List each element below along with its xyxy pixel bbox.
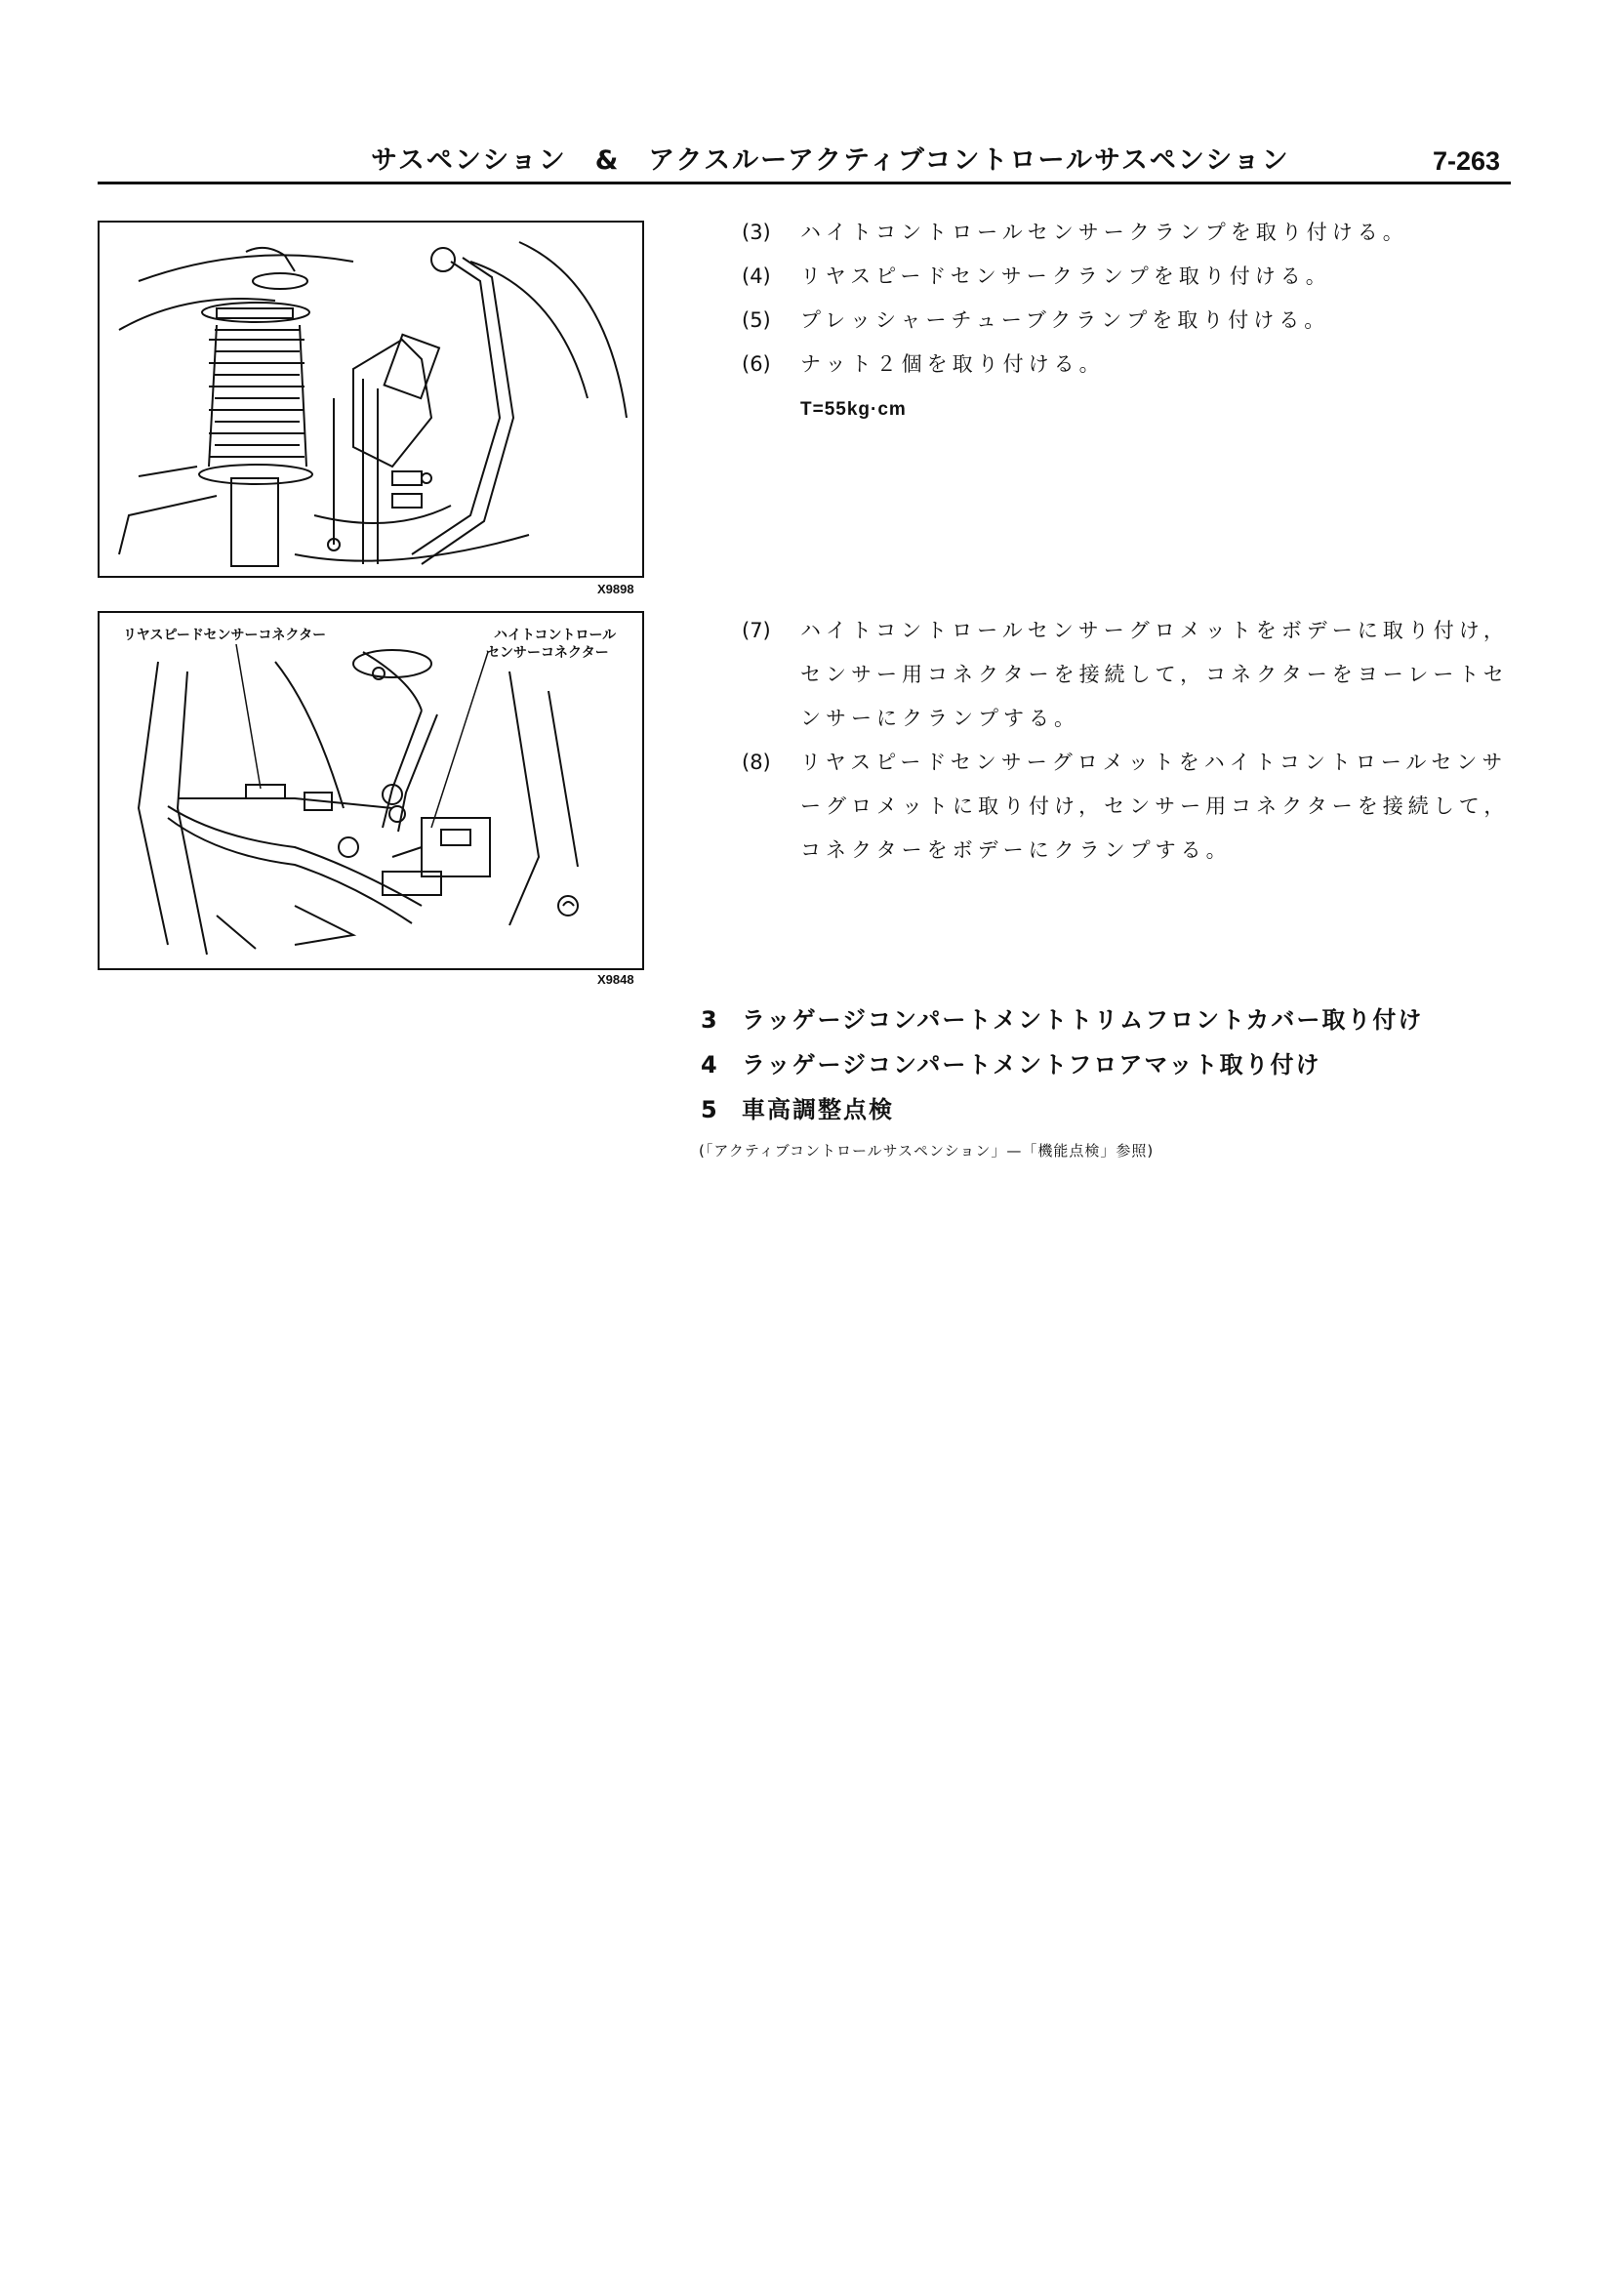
- figure-strut-illustration: [98, 221, 644, 578]
- step-item: [742, 255, 1513, 299]
- step-text: ハイトコントロールセンサーグロメットをボデーに取り付け，センサー用コネクターを接続して，コネクターをヨーレートセンサーにクランプする。: [800, 619, 1509, 730]
- step-number: (4): [742, 265, 771, 288]
- section-number: 3: [701, 1006, 717, 1034]
- step-number: (3): [742, 221, 771, 244]
- step-text: ハイトコントロールセンサークランプを取り付ける。: [800, 221, 1408, 244]
- page-number: 7-263: [1433, 146, 1501, 176]
- section-item: [701, 1042, 1560, 1087]
- section-item: [701, 998, 1560, 1042]
- step-item: [742, 741, 1513, 873]
- steps-lower: [742, 609, 1513, 873]
- section-item: [701, 1087, 1560, 1132]
- page-header-title: サスペンション & アクスルーアクティブコントロールサスペンション: [371, 145, 1290, 176]
- connector-line-drawing: [100, 613, 642, 968]
- step-text: プレッシャーチューブクランプを取り付ける。: [800, 308, 1330, 332]
- callout-rear-speed-sensor-connector: リヤスピードセンサーコネクター: [123, 628, 327, 643]
- step-text: リヤスピードセンサークランプを取り付ける。: [800, 265, 1331, 288]
- step-item: [742, 343, 1513, 387]
- strut-line-drawing: [100, 223, 642, 576]
- step-number: (8): [742, 751, 771, 774]
- section-title: 車高調整点検: [742, 1096, 894, 1123]
- steps-upper: [742, 211, 1513, 431]
- section-title: ラッゲージコンパートメントフロアマット取り付け: [742, 1051, 1321, 1079]
- step-text: ナット２個を取り付ける。: [800, 352, 1105, 376]
- step-item: [742, 299, 1513, 343]
- callout-height-control-line2: センサーコネクター: [486, 645, 609, 661]
- figure-id-x9898: X9898: [597, 582, 634, 596]
- step-number: (5): [742, 308, 771, 332]
- torque-spec: T=55kg·cm: [800, 399, 907, 420]
- section-number: 4: [701, 1051, 717, 1079]
- section-title: ラッゲージコンパートメントトリムフロントカバー取り付け: [742, 1006, 1424, 1034]
- section-list: [701, 998, 1560, 1132]
- reference-footnote: (「アクティブコントロールサスペンション」—「機能点検」参照): [699, 1142, 1155, 1160]
- step-number: (6): [742, 352, 771, 376]
- header-rule: [98, 182, 1511, 184]
- step-item: [742, 211, 1513, 255]
- figure-id-x9848: X9848: [597, 972, 634, 987]
- step-text: リヤスピードセンサーグロメットをハイトコントロールセンサーグロメットに取り付け，センサー用コネクターを接続して，コネクターをボデーにクランプする。: [800, 751, 1510, 862]
- callout-height-control-line1: ハイトコントロール: [494, 628, 617, 643]
- figure-connector-illustration: [98, 611, 644, 970]
- step-item: [742, 609, 1513, 741]
- step-number: (7): [742, 619, 771, 642]
- torque-spec-row: [742, 387, 1513, 431]
- section-number: 5: [701, 1096, 717, 1123]
